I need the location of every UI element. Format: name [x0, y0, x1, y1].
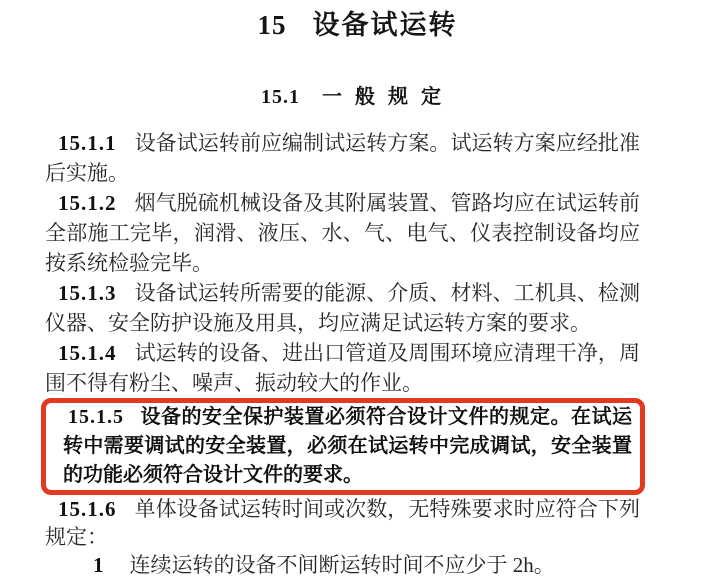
clause-number: 15.1.3	[58, 281, 117, 305]
clause-number: 15.1.5	[68, 406, 124, 428]
item-text: 连续运转的设备不间断运转时间不应少于 2h。	[129, 553, 555, 577]
section-title-text: 一般规定	[322, 86, 454, 108]
clause-list	[45, 128, 640, 579]
clause-15-1-5-highlighted	[63, 403, 632, 490]
clause-text: 试运转的设备、进出口管道及周围环境应清理干净，周围不得有粉尘、噪声、振动较大的作业。	[45, 341, 640, 395]
highlight-annotation-box	[41, 398, 645, 495]
clause-15-1-4	[45, 338, 640, 398]
item-number: 1	[93, 553, 104, 577]
clause-number: 15.1.4	[58, 341, 117, 365]
chapter-title-text: 设备试运转	[312, 10, 458, 40]
chapter-number: 15	[257, 10, 287, 40]
section-number: 15.1	[261, 86, 300, 108]
clause-15-1-6	[45, 495, 640, 551]
chapter-title	[45, 8, 670, 42]
clause-15-1-2	[45, 188, 640, 278]
clause-text: 设备的安全保护装置必须符合设计文件的规定。在试运转中需要调试的安全装置，必须在试运转中完成调试，安全装置的功能必须符合设计文件的要求。	[63, 406, 632, 486]
clause-number: 15.1.1	[58, 131, 117, 155]
clause-number: 15.1.6	[58, 497, 117, 521]
ordered-item-1	[45, 551, 640, 579]
clause-text: 设备试运转前应编制试运转方案。试运转方案应经批准后实施。	[45, 131, 640, 185]
clause-text: 设备试运转所需要的能源、介质、材料、工机具、检测仪器、安全防护设施及用具，均应满足试运转方案的要求。	[45, 281, 640, 335]
clause-text: 烟气脱硫机械设备及其附属装置、管路均应在试运转前全部施工完毕，润滑、液压、水、气、电气、仪表控制设备均应按系统检验完毕。	[45, 191, 640, 275]
section-heading	[45, 84, 670, 110]
clause-15-1-3	[45, 278, 640, 338]
clause-text: 单体设备试运转时间或次数，无特殊要求时应符合下列规定：	[45, 497, 640, 549]
clause-15-1-1	[45, 128, 640, 188]
clause-number: 15.1.2	[58, 191, 117, 215]
